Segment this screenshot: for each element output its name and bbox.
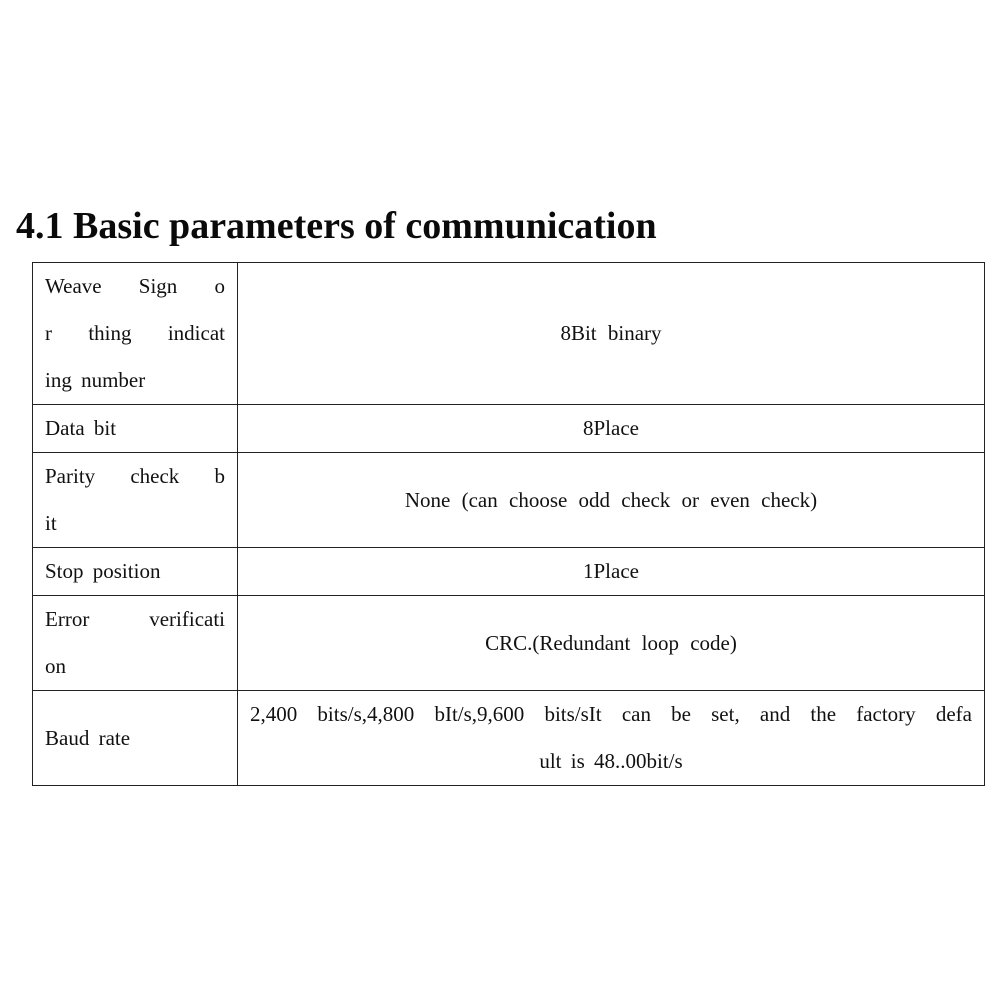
row-label	[33, 691, 238, 786]
row-label-line: ing number	[45, 368, 146, 392]
row-value: CRC.(Redundant loop code)	[238, 596, 985, 691]
row-label-line: Error verificati	[45, 607, 225, 631]
table-row	[33, 691, 985, 786]
row-label	[33, 548, 238, 596]
parameters-table	[32, 262, 985, 786]
table-row	[33, 405, 985, 453]
row-label	[33, 596, 238, 691]
row-label-line: it	[45, 511, 57, 535]
row-label-line: Parity check b	[45, 464, 225, 488]
row-label-line: Stop position	[45, 559, 161, 583]
row-label	[33, 453, 238, 548]
row-label-line: Data bit	[45, 416, 117, 440]
row-label-line: r thing indicat	[45, 321, 225, 345]
row-label-line: on	[45, 654, 66, 678]
row-label-line: Baud rate	[45, 725, 131, 750]
row-value	[238, 691, 985, 786]
table-row	[33, 596, 985, 691]
table-row	[33, 263, 985, 405]
table-row	[33, 453, 985, 548]
row-value: None (can choose odd check or even check)	[238, 453, 985, 548]
row-value: 1Place	[238, 548, 985, 596]
row-value: 8Place	[238, 405, 985, 453]
row-label-line: Weave Sign o	[45, 274, 225, 298]
table-row	[33, 548, 985, 596]
row-label	[33, 263, 238, 405]
row-value-line: ult is 48..00bit/s	[539, 749, 683, 773]
row-value-line: 2,400 bits/s,4,800 bIt/s,9,600 bits/sIt can be set, and the factory defa	[250, 702, 972, 726]
row-label	[33, 405, 238, 453]
row-value: 8Bit binary	[238, 263, 985, 405]
section-title: 4.1 Basic parameters of communication	[16, 205, 657, 247]
